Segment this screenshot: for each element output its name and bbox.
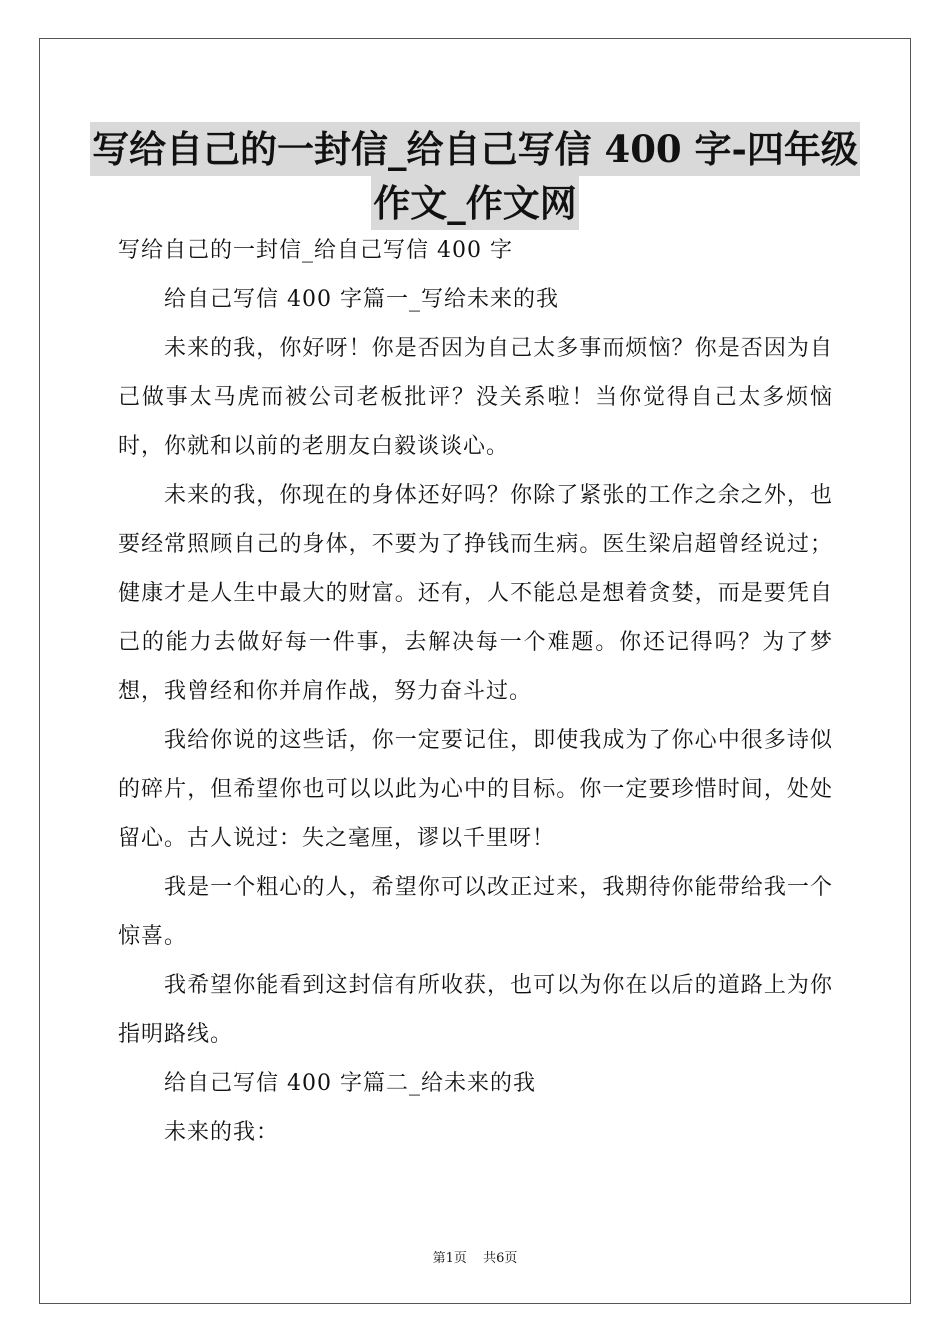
section-heading: 给自己写信 400 字篇二_给未来的我 — [164, 1071, 536, 1096]
section-heading: 给自己写信 400 字篇一_写给未来的我 — [164, 287, 559, 312]
body-paragraph: 我是一个粗心的人，希望你可以改正过来，我期待你能带给我一个惊喜。 — [118, 875, 833, 949]
document-title — [60, 122, 890, 230]
page-total: 共6页 — [483, 1251, 518, 1266]
title-line-2: 作文_作文网 — [371, 176, 579, 230]
subtitle-paragraph: 写给自己的一封信_给自己写信 400 字 — [118, 238, 513, 263]
page-footer — [0, 1247, 950, 1266]
body-paragraph: 未来的我，你好呀！你是否因为自己太多事而烦恼？你是否因为自己做事太马虎而被公司老板批评？没关系啦！当你觉得自己太多烦恼时，你就和以前的老朋友白毅谈谈心。 — [118, 336, 833, 459]
body-paragraph: 未来的我，你现在的身体还好吗？你除了紧张的工作之余之外，也要经常照顾自己的身体，不要为了挣钱而生病。医生梁启超曾经说过；健康才是人生中最大的财富。还有，人不能总是想着贪婪，而是要凭自己的能力去做好每一件事，去解决每一个难题。你还记得吗？为了梦想，我曾经和你并肩作战，努力奋斗过。 — [118, 483, 833, 704]
title-line-1: 写给自己的一封信_给自己写信 400 字-四年级 — [90, 122, 860, 176]
body-paragraph: 未来的我： — [164, 1120, 280, 1145]
body-paragraph: 我希望你能看到这封信有所收获，也可以为你在以后的道路上为你指明路线。 — [118, 973, 833, 1047]
body-paragraph: 我给你说的这些话，你一定要记住，即使我成为了你心中很多诗似的碎片，但希望你也可以以此为心中的目标。你一定要珍惜时间，处处留心。古人说过：失之毫厘，谬以千里呀！ — [118, 728, 833, 851]
page-current: 第1页 — [432, 1251, 467, 1266]
document-body — [118, 226, 833, 1157]
